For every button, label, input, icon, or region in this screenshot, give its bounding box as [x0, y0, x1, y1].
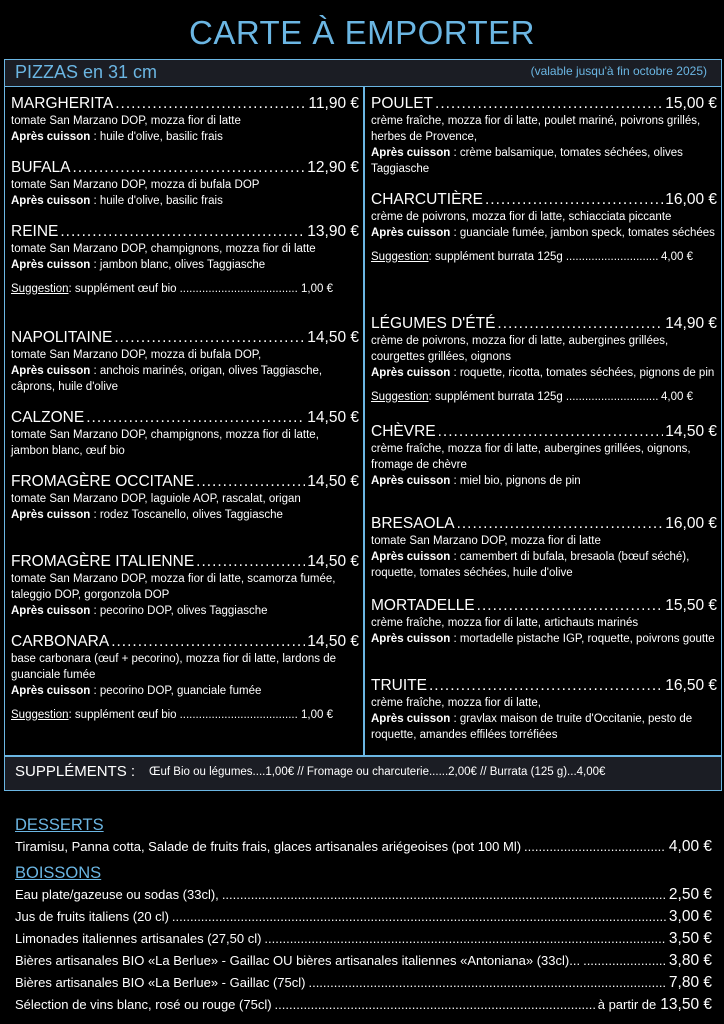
pizza-calzone [11, 409, 359, 459]
pizza-name: POULET [371, 95, 434, 112]
pizza-margherita [11, 95, 359, 145]
pizza-after-cooking [11, 129, 359, 145]
pizza-name-line [371, 597, 717, 615]
after-cooking-label: Après cuisson [11, 685, 91, 697]
pizza-name: CHARCUTIÈRE [371, 191, 483, 208]
boissons-label: Bières artisanales BIO «La Berlue» - Gaillac (75cl) [15, 975, 306, 990]
pizza-after-cooking [371, 631, 717, 647]
pizza-fromagere-italienne [11, 553, 359, 619]
boissons-price: 13,50 € [660, 996, 712, 1013]
boissons-label: Sélection de vins blanc, rosé ou rouge (75cl) [15, 997, 272, 1012]
pizzas-heading: PIZZAS en 31 cm [15, 62, 158, 82]
boissons-row [15, 908, 712, 926]
after-cooking-label: Après cuisson [11, 195, 91, 207]
suggestion-price: 4,00 € [661, 251, 693, 263]
pizza-name: CARBONARA [11, 633, 110, 650]
pizza-after-cooking [11, 363, 359, 395]
desserts-row [15, 838, 712, 856]
suggestion-price: 1,00 € [301, 283, 333, 295]
boissons-label: Jus de fruits italiens (20 cl) [15, 909, 169, 924]
pizza-grid [4, 86, 722, 756]
pizza-ingredients: tomate San Marzano DOP, laguiole AOP, rascalat, origan [11, 493, 301, 505]
after-cooking-text: : camembert di bufala, bresaola (bœuf séché), roquette, tomates séchées, huile d'olive [371, 551, 690, 579]
pizza-poulet [371, 95, 717, 177]
dot-leader [180, 707, 298, 723]
boissons-price: 7,80 € [668, 974, 712, 991]
boissons-row [15, 974, 712, 992]
boissons-price: 3,80 € [668, 952, 712, 969]
suggestion-label: Suggestion [11, 283, 69, 295]
supplements-label: SUPPLÉMENTS : [15, 763, 136, 780]
dot-leader [222, 887, 666, 902]
after-cooking-label: Après cuisson [11, 605, 91, 617]
dot-leader [457, 515, 664, 533]
desserts-heading: DESSERTS [15, 816, 104, 834]
pizza-after-cooking [371, 711, 717, 743]
pizza-ingredients: crème fraîche, mozza fior di latte, artichauts marinés [371, 617, 639, 629]
dot-leader [196, 473, 305, 491]
pizza-after-cooking [371, 145, 717, 177]
after-cooking-label: Après cuisson [371, 227, 451, 239]
pizza-ingredients: crème de poivrons, mozza fior di latte, schiacciata piccante [371, 211, 672, 223]
pizza-mortadelle [371, 597, 717, 647]
suggestion-price: 4,00 € [661, 391, 693, 403]
pizza-name: TRUITE [371, 677, 427, 694]
pizza-ingredients: tomate San Marzano DOP, mozza di bufala DOP [11, 179, 260, 191]
pizza-carbonara [11, 633, 359, 723]
pizza-price: 16,50 € [665, 677, 717, 694]
after-cooking-label: Après cuisson [371, 551, 451, 563]
after-cooking-text: : crème balsamique, tomates séchées, olives Taggiasche [371, 147, 683, 175]
pizza-price: 14,50 € [307, 553, 359, 570]
pizza-truite [371, 677, 717, 743]
pizza-after-cooking [371, 225, 717, 241]
pizza-name-line [11, 473, 359, 491]
boissons-price: 3,50 € [668, 930, 712, 947]
boissons-row [15, 952, 712, 970]
boissons-label: Eau plate/gazeuse ou sodas (33cl), [15, 887, 219, 902]
pizza-ingredients: tomate San Marzano DOP, mozza fior di latte [11, 115, 241, 127]
dot-leader [275, 997, 595, 1012]
pizza-price: 14,50 € [665, 423, 717, 440]
dot-leader [114, 329, 305, 347]
pizza-ingredients: tomate San Marzano DOP, mozza fior di latte, scamorza fumée, taleggio DOP, gorgonzola DOP [11, 573, 336, 601]
pizza-price: 12,90 € [307, 159, 359, 176]
pizza-name-line [371, 315, 717, 333]
after-cooking-text: : mortadelle pistache IGP, roquette, poivrons goutte [450, 633, 715, 645]
pizza-after-cooking [11, 683, 359, 699]
pizza-ingredients: base carbonara (œuf + pecorino), mozza fior di latte, lardons de guanciale fumée [11, 653, 337, 681]
after-cooking-text: : rodez Toscanello, olives Taggiasche [90, 509, 283, 521]
after-cooking-label: Après cuisson [371, 633, 451, 645]
suggestion-label: Suggestion [371, 391, 429, 403]
pizza-price: 11,90 € [308, 95, 359, 112]
desserts-label: Tiramisu, Panna cotta, Salade de fruits frais, glaces artisanales ariégeoises (pot 100 Ml) [15, 839, 522, 854]
pizza-price: 14,50 € [307, 633, 359, 650]
pizza-bufala [11, 159, 359, 209]
page-title: CARTE À EMPORTER [188, 14, 535, 51]
pizza-name-line [11, 553, 359, 571]
pizza-ingredients: crème fraîche, mozza fior di latte, poulet mariné, poivrons grillés, herbes de Provence, [371, 115, 701, 143]
pizza-after-cooking [371, 365, 717, 381]
pizza-after-cooking [11, 257, 359, 273]
after-cooking-text: : pecorino DOP, olives Taggiasche [90, 605, 268, 617]
pizza-name-line [11, 159, 359, 177]
after-cooking-text: : pecorino DOP, guanciale fumée [90, 685, 262, 697]
supplements-band [4, 756, 722, 791]
after-cooking-text: : roquette, ricotta, tomates séchées, pignons de pin [450, 367, 715, 379]
pizza-ingredients: tomate San Marzano DOP, mozza di bufala DOP, [11, 349, 262, 361]
pizza-name: CALZONE [11, 409, 85, 426]
pizza-suggestion [371, 249, 693, 265]
pizza-ingredients: tomate San Marzano DOP, mozza fior di latte [371, 535, 601, 547]
pizza-name: FROMAGÈRE ITALIENNE [11, 553, 195, 570]
pizza-price: 15,00 € [665, 95, 717, 112]
boissons-label: Bières artisanales BIO «La Berlue» - Gaillac OU bières artisanales italiennes «Antoniana» (33cl)... [15, 953, 581, 968]
after-cooking-label: Après cuisson [371, 147, 451, 159]
after-cooking-label: Après cuisson [11, 365, 91, 377]
pizza-name: MARGHERITA [11, 95, 114, 112]
pizza-name: CHÈVRE [371, 423, 436, 440]
pizza-name-line [371, 191, 717, 209]
pizza-name-line [371, 95, 717, 113]
pizza-price: 14,50 € [307, 409, 359, 426]
after-cooking-text: : huile d'olive, basilic frais [90, 131, 223, 143]
dot-leader [583, 953, 666, 968]
suggestion-text: : supplément œuf bio [68, 709, 177, 721]
suggestion-label: Suggestion [11, 709, 69, 721]
pizza-price: 15,50 € [665, 597, 717, 614]
dot-leader [111, 633, 305, 651]
pizza-after-cooking [11, 507, 359, 523]
pizza-ingredients: tomate San Marzano DOP, champignons, mozza fior di latte, jambon blanc, œuf bio [11, 429, 319, 457]
pizza-price: 14,50 € [307, 329, 359, 346]
after-cooking-text: : guanciale fumée, jambon speck, tomates séchées [450, 227, 715, 239]
suggestion-text: : supplément burrata 125g [428, 251, 563, 263]
boissons-price: 3,00 € [668, 908, 712, 925]
pizza-name: NAPOLITAINE [11, 329, 113, 346]
pizza-price: 16,00 € [665, 191, 717, 208]
after-cooking-text: : huile d'olive, basilic frais [90, 195, 223, 207]
after-cooking-text: : jambon blanc, olives Taggiasche [90, 259, 266, 271]
desserts-price: 4,00 € [668, 838, 712, 855]
pizza-napolitaine [11, 329, 359, 395]
pizza-name: BUFALA [11, 159, 71, 176]
pizza-price: 14,90 € [665, 315, 717, 332]
after-cooking-text: : miel bio, pignons de pin [450, 475, 581, 487]
suggestion-text: : supplément burrata 125g [428, 391, 563, 403]
boissons-row [15, 996, 712, 1014]
dot-leader [196, 553, 305, 571]
suggestion-text: : supplément œuf bio [68, 283, 177, 295]
after-cooking-label: Après cuisson [11, 509, 91, 521]
pizza-name: FROMAGÈRE OCCITANE [11, 473, 195, 490]
pizza-ingredients: crème de poivrons, mozza fior di latte, aubergines grillées, courgettes grillées, oignons [371, 335, 669, 363]
pizza-name: MORTADELLE [371, 597, 475, 614]
pizza-chevre [371, 423, 717, 489]
pizza-legumes-d-ete [371, 315, 717, 405]
dot-leader [429, 677, 663, 695]
dot-leader [497, 315, 663, 333]
after-cooking-text: : gravlax maison de truite d'Occitanie, pesto de roquette, amandes effilées torréfiées [371, 713, 693, 741]
pizza-name-line [11, 223, 359, 241]
suggestion-label: Suggestion [371, 251, 429, 263]
dot-leader [308, 975, 665, 990]
pizza-suggestion [371, 389, 693, 405]
pizza-reine [11, 223, 359, 297]
pizza-after-cooking [11, 603, 359, 619]
boissons-price: 2,50 € [668, 886, 712, 903]
pizza-after-cooking [371, 549, 717, 581]
dot-leader [172, 909, 666, 924]
pizza-name: REINE [11, 223, 59, 240]
pizza-charcutiere [371, 191, 717, 265]
dot-leader [566, 249, 658, 265]
pizza-bresaola [371, 515, 717, 581]
boissons-price-prefix: à partir de [597, 997, 657, 1012]
pizza-name-line [371, 677, 717, 695]
dot-leader [180, 281, 298, 297]
after-cooking-label: Après cuisson [371, 713, 451, 725]
after-cooking-label: Après cuisson [371, 367, 451, 379]
pizza-after-cooking [371, 473, 717, 489]
pizza-name-line [11, 633, 359, 651]
pizza-name-line [371, 423, 717, 441]
pizza-name: LÉGUMES D'ÉTÉ [371, 315, 496, 332]
boissons-heading: BOISSONS [15, 864, 102, 882]
validity-note: (valable jusqu'à fin octobre 2025) [530, 64, 707, 78]
pizza-price: 16,00 € [665, 515, 717, 532]
pizza-name: BRESAOLA [371, 515, 455, 532]
pizza-ingredients: tomate San Marzano DOP, champignons, mozza fior di latte [11, 243, 316, 255]
dot-leader [524, 839, 666, 854]
dot-leader [72, 159, 305, 177]
dot-leader [60, 223, 305, 241]
pizza-ingredients: crème fraîche, mozza fior di latte, [371, 697, 542, 709]
after-cooking-label: Après cuisson [11, 259, 91, 271]
boissons-row [15, 930, 712, 948]
dot-leader [566, 389, 658, 405]
pizza-column-left [5, 87, 365, 755]
dot-leader [115, 95, 306, 113]
boissons-row [15, 886, 712, 904]
dot-leader [438, 423, 664, 441]
pizza-ingredients: crème fraîche, mozza fior di latte, aubergines grillées, oignons, fromage de chèvre [371, 443, 691, 471]
pizza-after-cooking [11, 193, 359, 209]
after-cooking-text: : anchois marinés, origan, olives Taggiasche, câprons, huile d'olive [11, 365, 323, 393]
after-cooking-label: Après cuisson [11, 131, 91, 143]
pizza-price: 14,50 € [307, 473, 359, 490]
suggestion-price: 1,00 € [301, 709, 333, 721]
pizza-name-line [11, 329, 359, 347]
pizza-suggestion [11, 281, 333, 297]
pizza-price: 13,90 € [307, 223, 359, 240]
pizzas-header [4, 59, 722, 86]
pizza-fromagere-occitane [11, 473, 359, 523]
dot-leader [264, 931, 665, 946]
after-cooking-label: Après cuisson [371, 475, 451, 487]
pizza-suggestion [11, 707, 333, 723]
supplements-text: Œuf Bio ou légumes....1,00€ // Fromage ou charcuterie......2,00€ // Burrata (125 g)...4,00€ [149, 766, 606, 778]
dot-leader [86, 409, 305, 427]
dot-leader [477, 597, 664, 615]
dot-leader [485, 191, 663, 209]
pizza-name-line [11, 95, 359, 113]
dot-leader [435, 95, 663, 113]
pizza-name-line [11, 409, 359, 427]
boissons-label: Limonades italiennes artisanales (27,50 cl) [15, 931, 262, 946]
pizza-name-line [371, 515, 717, 533]
